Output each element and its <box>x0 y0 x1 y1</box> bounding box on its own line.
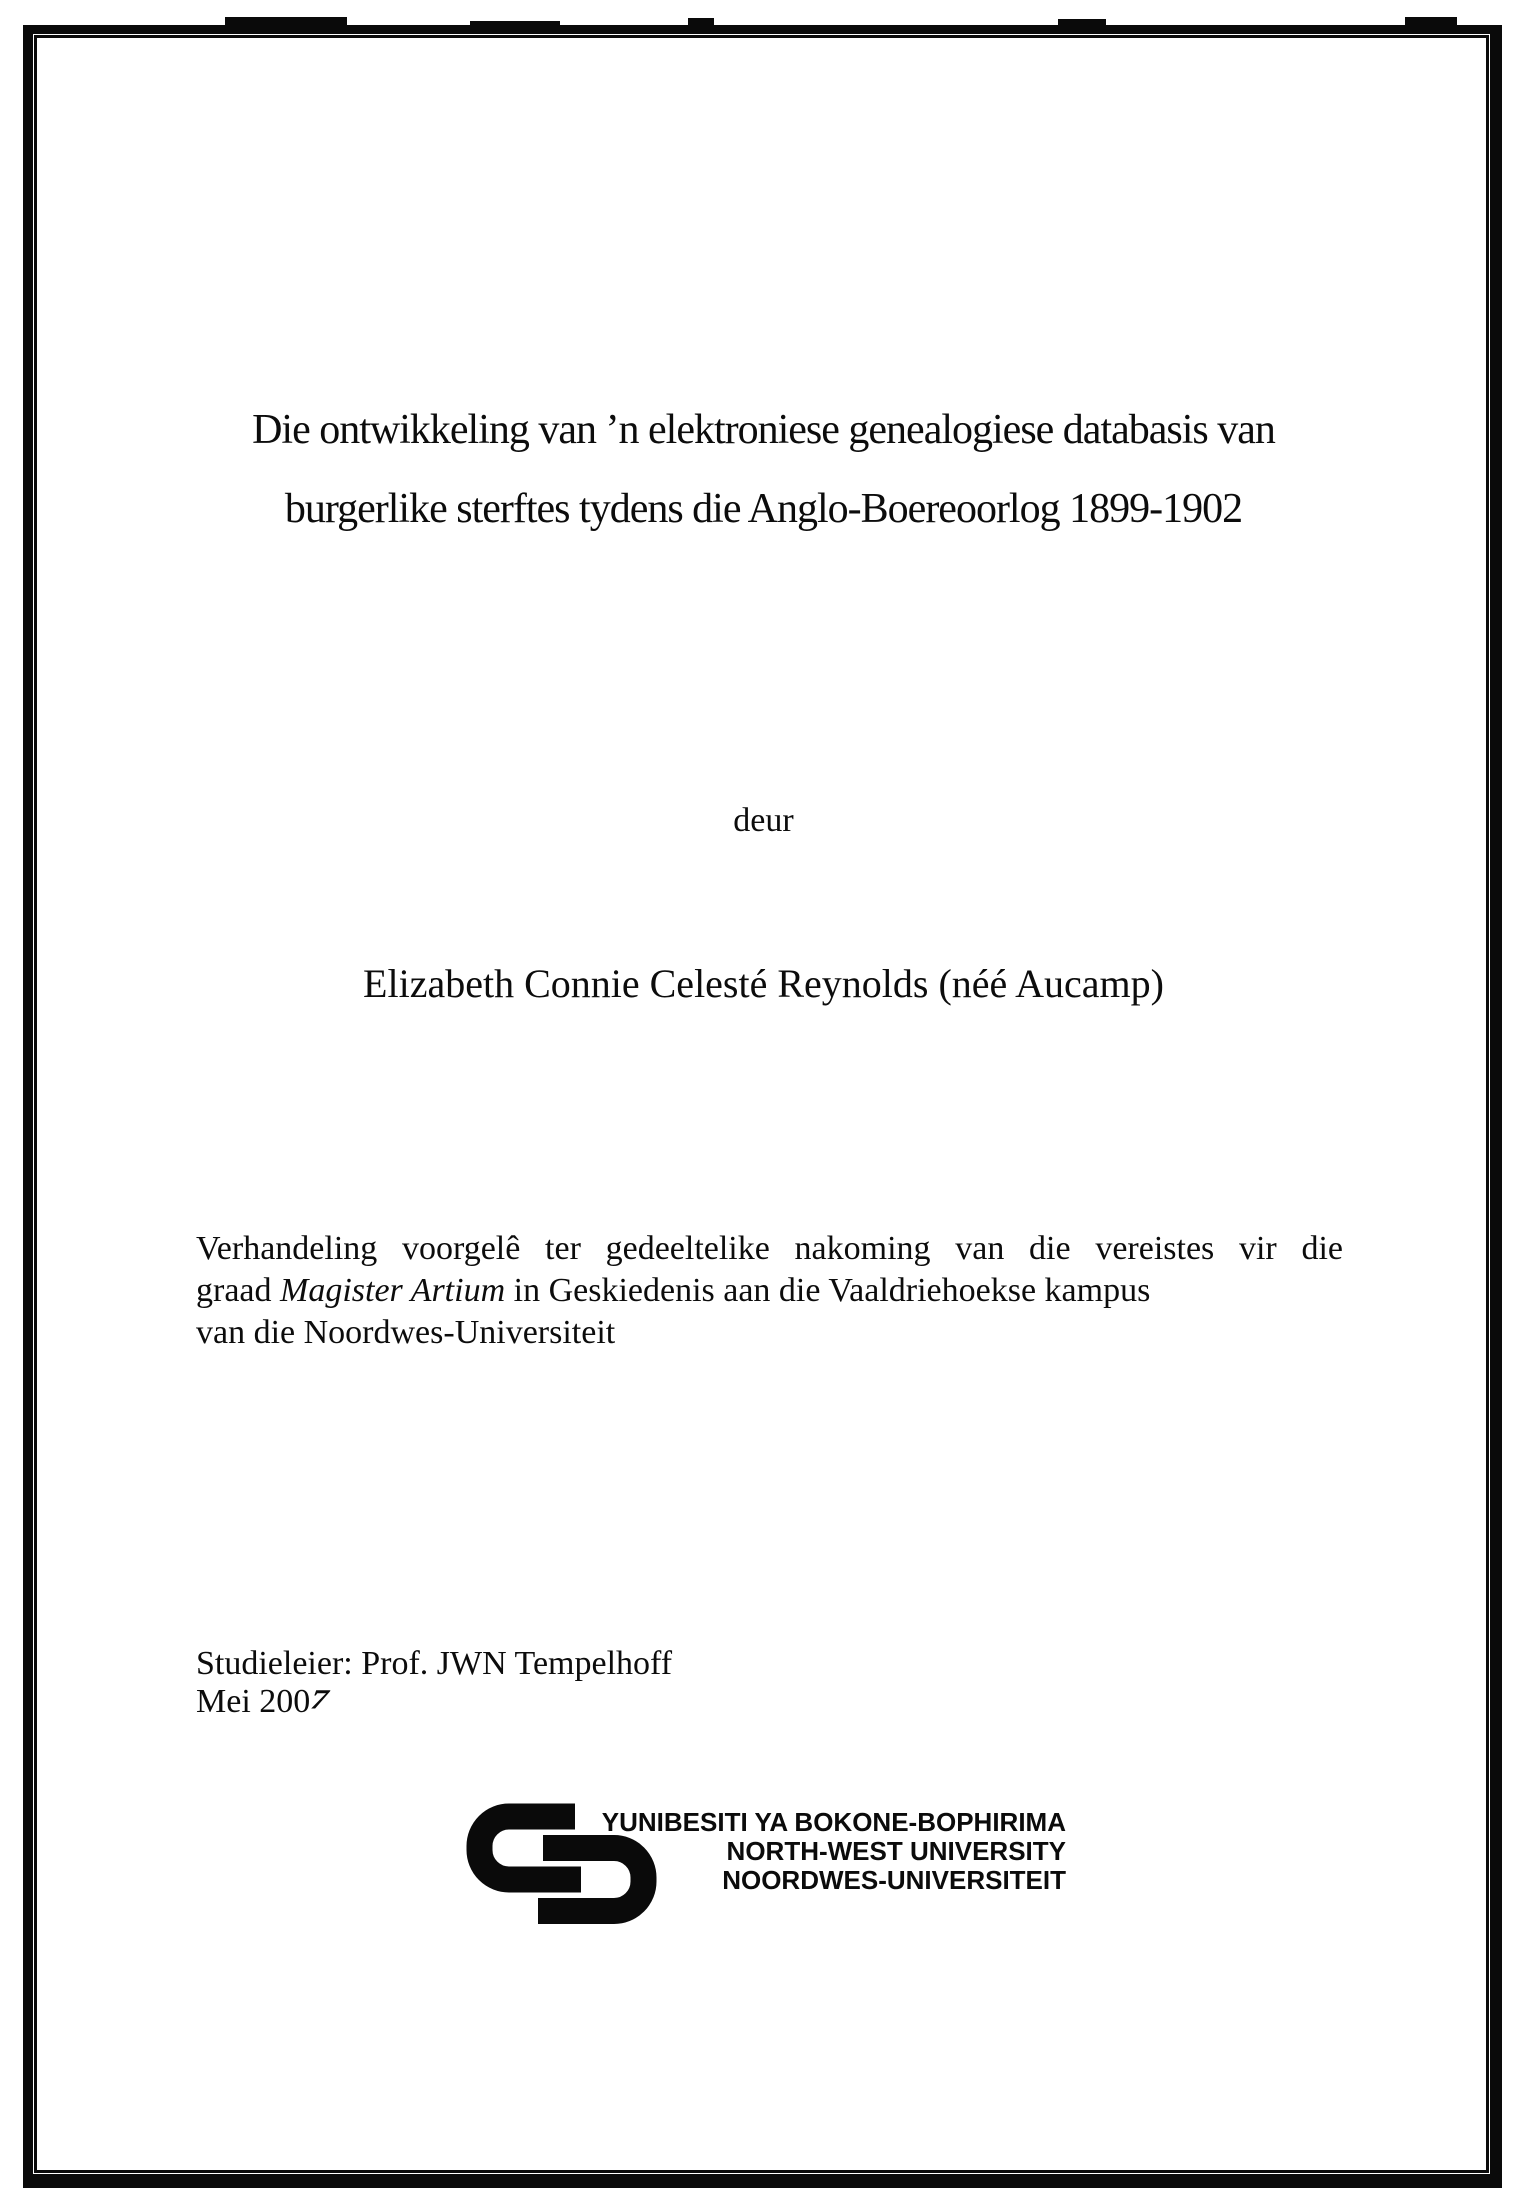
thesis-title <box>190 391 1337 549</box>
author-name: Elizabeth Connie Celesté Reynolds (néé Aucamp) <box>363 961 1164 1006</box>
degree-statement-line2 <box>196 1270 1343 1312</box>
date-line <box>196 1683 1096 1721</box>
date-last-digit: 7 <box>305 1684 334 1716</box>
university-logo <box>463 1800 1073 1960</box>
university-logo-text <box>586 1808 1066 1895</box>
degree-statement <box>196 1228 1343 1354</box>
thesis-title-line1: Die ontwikkeling van ’n elektroniese genealogiese databasis van <box>252 407 1275 453</box>
credits-block <box>196 1645 1096 1721</box>
degree-statement-line3: van die Noordwes-Universiteit <box>196 1314 616 1351</box>
logo-line-setswana: YUNIBESITI YA BOKONE-BOPHIRIMA <box>601 1807 1066 1837</box>
date-prefix: Mei 200 <box>196 1683 311 1720</box>
supervisor-line: Studieleier: Prof. JWN Tempelhoff <box>196 1645 673 1682</box>
degree-statement-line1: Verhandeling voorgelê ter gedeeltelike nakoming van die vereistes vir die <box>196 1230 1343 1267</box>
degree-name-italic: Magister Artium <box>280 1272 506 1309</box>
byline-deur: deur <box>733 802 794 839</box>
logo-line-english: NORTH-WEST UNIVERSITY <box>726 1836 1066 1866</box>
thesis-title-line2: burgerlike sterftes tydens die Anglo-Boereoorlog 1899-1902 <box>284 486 1243 532</box>
degree-statement-line2-suffix: in Geskiedenis aan die Vaaldriehoekse kampus <box>505 1272 1151 1309</box>
degree-statement-line2-prefix: graad <box>196 1272 281 1309</box>
logo-line-afrikaans: NOORDWES-UNIVERSITEIT <box>722 1865 1066 1895</box>
